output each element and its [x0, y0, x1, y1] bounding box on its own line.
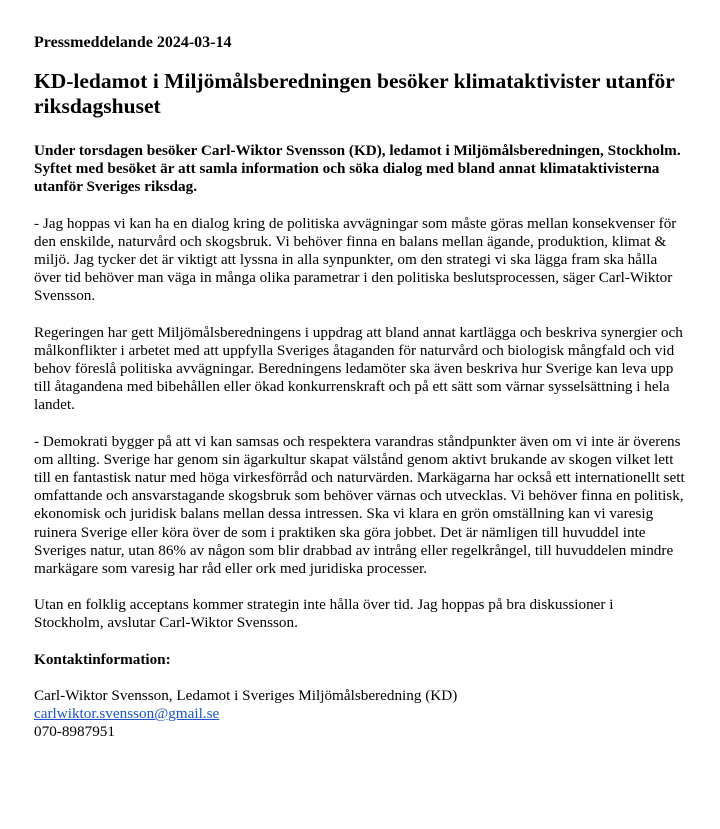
dateline: Pressmeddelande 2024-03-14 [34, 34, 232, 51]
body-paragraph-background: Regeringen har gett Miljömålsberedningens i uppdrag att bland annat kartlägga och beskriva synergier och målkonflikter i arbetet med att uppfylla Sveriges åtaganden för naturvård och biologisk mångfald och vid behov föreslå politiska avvägningar. Beredningens ledamöter ska även beskriva hur Sverige kan leva upp till åtagandena med bibehållen eller ökad konkurrenskraft och på ett sätt som värnar sysselsättning i hela landet. [34, 323, 683, 414]
contact-block [34, 687, 686, 742]
contact-phone: 070-8987951 [34, 723, 115, 741]
contact-heading: Kontaktinformation: [34, 650, 171, 668]
contact-name: Carl-Wiktor Svensson, Ledamot i Sveriges Miljömålsberedning (KD) [34, 686, 458, 704]
headline: KD-ledamot i Miljömålsberedningen besöker klimataktivister utanför riksdagshuset [34, 69, 675, 118]
lead-paragraph: Under torsdagen besöker Carl-Wiktor Svensson (KD), ledamot i Miljömålsberedningen, Stockholm. Syftet med besöket är att samla information och söka dialog med bland annat klimataktivisterna utanför Sveriges riksdag. [34, 142, 681, 196]
body-paragraph-quote-1: - Jag hoppas vi kan ha en dialog kring de politiska avvägningar som måste göras mellan konsekvenser för den enskilde, naturvård och skogsbruk. Vi behöver finna en balans mellan ägande, produktion, klimat & miljö. Jag tycker det är viktigt att lyssna in alla synpunkter, om den strategi vi ska lägga fram ska hålla över tid behöver man väga in många olika parametrar i den politiska beslutsprocessen, säger Carl-Wiktor Svensson. [34, 214, 677, 305]
press-release-document [34, 33, 686, 741]
body-paragraph-closing: Utan en folklig acceptans kommer strategin inte hålla över tid. Jag hoppas på bra diskussioner i Stockholm, avslutar Carl-Wiktor Svensson. [34, 596, 614, 632]
contact-email-link[interactable]: carlwiktor.svensson@gmail.se [34, 705, 220, 723]
body-paragraph-quote-2: - Demokrati bygger på att vi kan samsas och respektera varandras ståndpunkter även om vi inte är överens om allting. Sverige har genom sin ägarkultur skapat välstånd genom aktivt brukande av skogen vilket lett till en fantastisk natur med höga virkesförråd och naturvärden. Markägarna har också ett internationellt sett omfattande och ansvarstagande skogsbruk som behöver värnas och utvecklas. Vi behöver finna en politisk, ekonomisk och juridisk balans mellan dessa intressen. Ska vi klara en grön omställning kan vi varesig ruinera Sverige eller köra över de som i praktiken ska göra jobbet. Det är nämligen till huvuddel inte Sveriges natur, utan 86% av någon som blir drabbad av intrång eller regelkrångel, till huvuddelen mindre markägare som varesig har råd eller ork med juridiska processer. [34, 432, 685, 578]
